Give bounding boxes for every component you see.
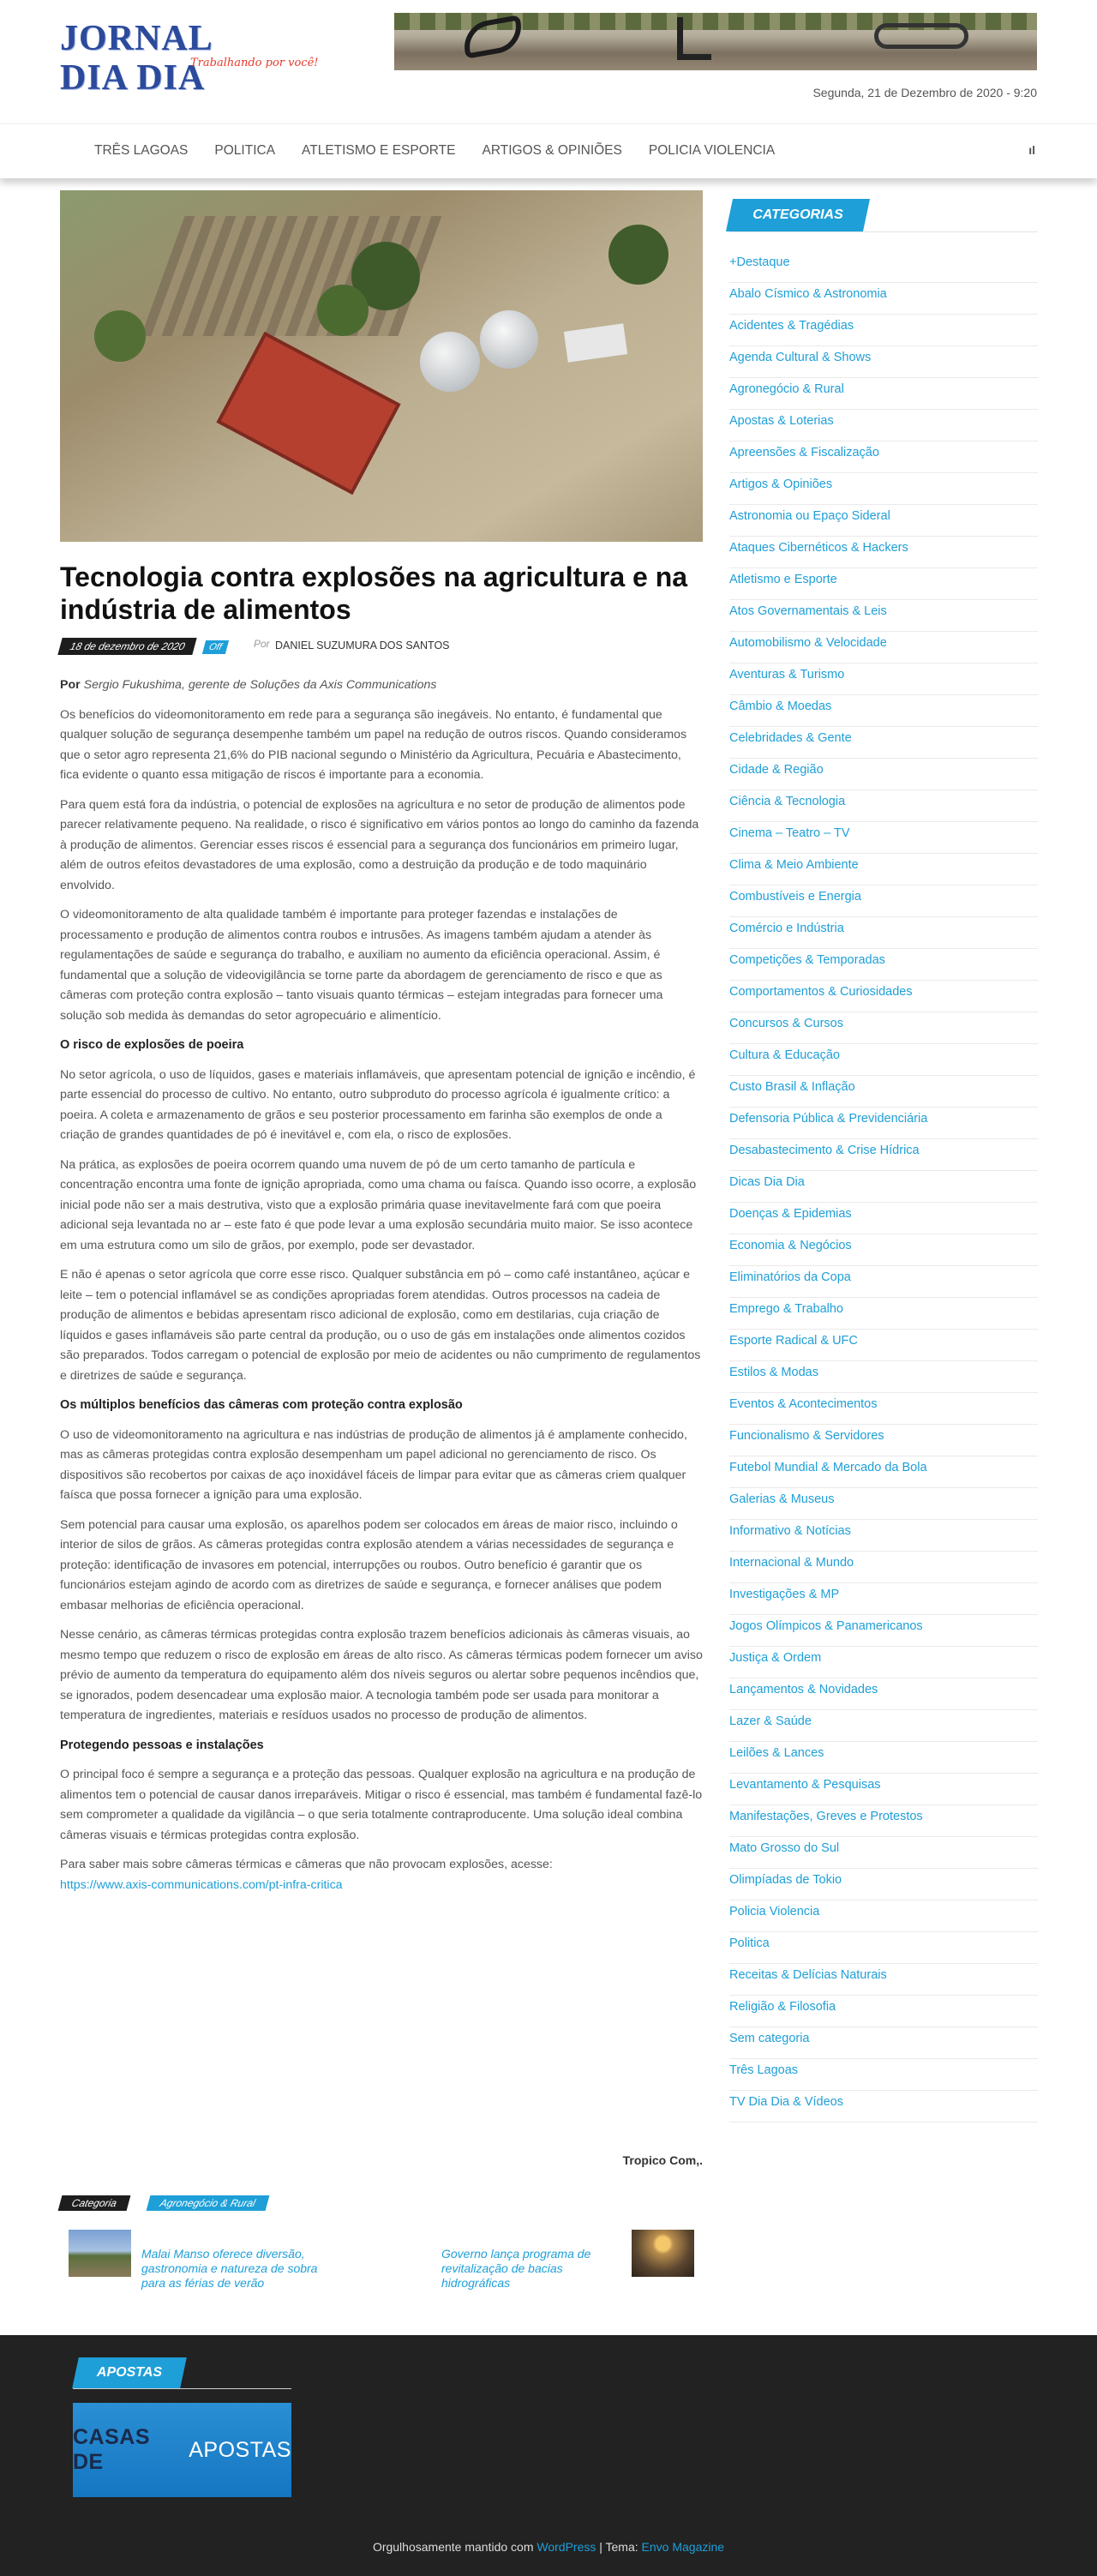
category-link[interactable]: Três Lagoas bbox=[729, 2059, 1038, 2091]
article-paragraph: O uso de videomonitoramento na agricultura e nas indústrias de produção de alimentos já é amplamente conhecido, mas as câmeras protegidas contra explosão desempenham um papel adicional no gerenciamento de risco. Os dispositivos são recobertos por caixas de aço inoxidável fáceis de limpar para evitar que as câmeras criem qualquer faísca que possa fornecer a ignição para uma explosão. bbox=[60, 1427, 687, 1502]
divider bbox=[73, 2388, 291, 2389]
category-link[interactable]: Desabastecimento & Crise Hídrica bbox=[729, 1139, 1038, 1171]
article-paragraph: Para saber mais sobre câmeras térmicas e câmeras que não provocam explosões, acesse: bbox=[60, 1858, 553, 1871]
category-link[interactable]: Astronomia ou Epaço Sideral bbox=[729, 505, 1038, 537]
article-source-link[interactable]: https://www.axis-communications.com/pt-infra-critica bbox=[60, 1877, 343, 1892]
category-link[interactable]: Mato Grosso do Sul bbox=[729, 1837, 1038, 1869]
category-link[interactable]: Galerias & Museus bbox=[729, 1488, 1038, 1520]
category-link[interactable]: Estilos & Modas bbox=[729, 1361, 1038, 1393]
category-link[interactable]: Esporte Radical & UFC bbox=[729, 1330, 1038, 1361]
category-link[interactable]: Cidade & Região bbox=[729, 759, 1038, 790]
category-link[interactable]: Politica bbox=[729, 1932, 1038, 1964]
article-paragraph: E não é apenas o setor agrícola que corre esse risco. Qualquer substância em pó – como café instantâneo, açúcar e leite – tem o potencial inflamável se as condições apropriadas forem atendidas. Outros processos na cadeia de produção de alimentos e bebidas apresentam risco adicional de explosão, como em destilarias, cuja criação de líquidos e gases inflamáveis são parte central da produção, ou o uso de gás em instalações onde alimentos cozidos são preparados. Todos carregam o potencial de explosão por meio de acidentes ou não cumprimento de regulamentos e diretrizes de saúde e segurança. bbox=[60, 1268, 701, 1383]
category-label: Categoria bbox=[58, 2195, 131, 2211]
related-post-title[interactable]: Governo lança programa de revitalização de bacias hidrográficas bbox=[441, 2247, 591, 2290]
category-link[interactable]: Justiça & Ordem bbox=[729, 1647, 1038, 1678]
article-meta bbox=[60, 636, 703, 655]
category-link[interactable]: Artigos & Opiniões bbox=[729, 473, 1038, 505]
nav-item-policia[interactable]: POLICIA VIOLENCIA bbox=[648, 143, 776, 158]
article-paragraph: Na prática, as explosões de poeira ocorrem quando uma nuvem de pó de um certo tamanho de partícula e concentração encontra uma fonte de ignição apropriada, como uma chama ou faísca. Quando isso ocorre, a explosão inicial pode não ser a mais destrutiva, visto que a explosão primária quase inevitavelmente fará com que poeira adicional seja levantada no ar – este fato é que pode levar a uma explosão secundária muito maior. Se isso acontece em uma estrutura como um silo de grãos, por exemplo, pode ser devastador. bbox=[60, 1157, 697, 1252]
category-link[interactable]: Receitas & Delícias Naturais bbox=[729, 1964, 1038, 1996]
category-link[interactable]: Concursos & Cursos bbox=[729, 1012, 1038, 1044]
theme-link[interactable]: Envo Magazine bbox=[641, 2540, 725, 2554]
category-link[interactable]: Internacional & Mundo bbox=[729, 1552, 1038, 1583]
divider bbox=[729, 231, 1038, 232]
category-link[interactable]: Comércio e Indústria bbox=[729, 917, 1038, 949]
article-paragraph: O principal foco é sempre a segurança e a proteção das pessoas. Qualquer explosão na agricultura e na produção de alimentos tem o potencial de causar danos irreparáveis. Mitigar o risco é essencial, mas também é fundamental fazê-lo sem comprometer a qualidade da vigilância – o que seria totalmente contraproducente. Uma solução ideal combina câmeras visuais e térmicas protegidas contra explosão. bbox=[60, 1768, 703, 1842]
related-post-next[interactable] bbox=[441, 2230, 698, 2290]
category-link[interactable]: Investigações & MP bbox=[729, 1583, 1038, 1615]
category-link[interactable]: Religião & Filosofia bbox=[729, 1996, 1038, 2027]
apostas-heading: APOSTAS bbox=[72, 2357, 187, 2388]
wordpress-link[interactable]: WordPress bbox=[537, 2540, 596, 2554]
category-link[interactable]: Cinema – Teatro – TV bbox=[729, 822, 1038, 854]
category-link[interactable]: Celebridades & Gente bbox=[729, 727, 1038, 759]
category-link[interactable]: Apostas & Loterias bbox=[729, 410, 1038, 441]
categories-list bbox=[729, 251, 1038, 2123]
category-link[interactable]: Apreensões & Fiscalização bbox=[729, 441, 1038, 473]
article-paragraph: Para quem está fora da indústria, o potencial de explosões na agricultura e no setor de produção de alimentos pode parecer relativamente pequeno. Na realidade, o risco é significativo em vários pontos ao longo do caminho da fazenda à produção de alimentos. Gerenciar esses riscos é essencial para a segurança dos funcionários em primeiro lugar, além de outros efeitos devastadores de uma explosão, como a destruição da produção e de todo maquinário envolvido. bbox=[60, 797, 699, 892]
category-link[interactable]: Aventuras & Turismo bbox=[729, 664, 1038, 695]
category-link[interactable]: Economia & Negócios bbox=[729, 1234, 1038, 1266]
by-label: Por bbox=[254, 638, 270, 650]
category-link[interactable]: Câmbio & Moedas bbox=[729, 695, 1038, 727]
category-link[interactable]: Dicas Dia Dia bbox=[729, 1171, 1038, 1203]
category-link[interactable]: Emprego & Trabalho bbox=[729, 1298, 1038, 1330]
category-link[interactable]: Atos Governamentais & Leis bbox=[729, 600, 1038, 632]
category-link[interactable]: Doenças & Epidemias bbox=[729, 1203, 1038, 1234]
category-link[interactable]: Levantamento & Pesquisas bbox=[729, 1774, 1038, 1805]
article-lead: Por Sergio Fukushima, gerente de Soluções da Axis Communications bbox=[60, 678, 437, 692]
category-link[interactable]: Defensoria Pública & Previdenciária bbox=[729, 1108, 1038, 1139]
category-link[interactable]: Clima & Meio Ambiente bbox=[729, 854, 1038, 886]
related-post-prev[interactable] bbox=[69, 2230, 326, 2290]
banner-text: APOSTAS bbox=[189, 2437, 291, 2462]
category-link[interactable]: Olimpíadas de Tokio bbox=[729, 1869, 1038, 1900]
category-link[interactable]: +Destaque bbox=[729, 251, 1038, 283]
article-paragraph: Nesse cenário, as câmeras térmicas protegidas contra explosão trazem benefícios adicionais às câmeras visuais, ao mesmo tempo que reduzem o risco de explosão em áreas de alto risco. As câmeras térmicas podem fornecer um aviso prévio de aumento da temperatura do equipamento além dos níveis seguros ou alertar sobre pequenos incêndios que, se ignorados, podem desencadear uma explosão maior. A tecnologia também pode ser usada para monitorar a temperatura de ingredientes, materiais e resíduos usados no processo de produção de alimentos. bbox=[60, 1628, 703, 1722]
banner-text: CASAS DE bbox=[73, 2425, 151, 2474]
nav-item-tres-lagoas[interactable]: TRÊS LAGOAS bbox=[94, 143, 189, 158]
category-link[interactable]: TV Dia Dia & Vídeos bbox=[729, 2091, 1038, 2123]
search-icon[interactable]: ıl bbox=[1028, 143, 1035, 157]
nav-item-artigos[interactable]: ARTIGOS & OPINIÕES bbox=[482, 143, 622, 158]
nav-item-politica[interactable]: POLITICA bbox=[214, 143, 276, 158]
article-subheading: Protegendo pessoas e instalações bbox=[60, 1738, 264, 1752]
logo-tagline: Trabalhando por você! bbox=[190, 57, 319, 69]
category-link[interactable]: Lançamentos & Novidades bbox=[729, 1678, 1038, 1710]
category-link[interactable]: Automobilismo & Velocidade bbox=[729, 632, 1038, 664]
category-link[interactable]: Sem categoria bbox=[729, 2027, 1038, 2059]
main-navigation bbox=[0, 123, 1097, 178]
category-link[interactable]: Informativo & Notícias bbox=[729, 1520, 1038, 1552]
article-paragraph: Os benefícios do videomonitoramento em rede para a segurança são inegáveis. No entanto, é fundamental que qualquer solução de segurança desempenhe também um papel na redução de outros riscos. Quando consideramos que o setor agro representa 21,6% do PIB nacional segundo o Ministério da Agricultura, Pecuária e Abastecimento, fica evidente o quanto essa mitigação de riscos é importante para a economia. bbox=[60, 707, 687, 782]
category-link[interactable]: Leilões & Lances bbox=[729, 1742, 1038, 1774]
category-link[interactable]: Atletismo e Esporte bbox=[729, 568, 1038, 600]
nav-item-atletismo[interactable]: ATLETISMO E ESPORTE bbox=[302, 143, 456, 158]
related-post-thumbnail[interactable] bbox=[69, 2230, 131, 2277]
article-featured-image bbox=[60, 190, 703, 542]
category-link[interactable]: Jogos Olímpicos & Panamericanos bbox=[729, 1615, 1038, 1647]
category-link[interactable]: Agenda Cultural & Shows bbox=[729, 346, 1038, 378]
footer-credit: Orgulhosamente mantido com WordPress | Tema: Envo Magazine bbox=[372, 2540, 725, 2554]
related-post-thumbnail[interactable] bbox=[632, 2230, 694, 2277]
category-link[interactable]: Abalo Císmico & Astronomia bbox=[729, 283, 1038, 315]
logo-title: JORNAL DIA DIA bbox=[60, 19, 212, 98]
current-date: Segunda, 21 de Dezembro de 2020 - 9:20 bbox=[812, 86, 1037, 99]
category-link[interactable]: Comportamentos & Curiosidades bbox=[729, 981, 1038, 1012]
category-link[interactable]: Ciência & Tecnologia bbox=[729, 790, 1038, 822]
category-link[interactable]: Futebol Mundial & Mercado da Bola bbox=[729, 1456, 1038, 1488]
categories-heading: CATEGORIAS bbox=[726, 199, 870, 231]
category-link[interactable]: Ataques Cibernéticos & Hackers bbox=[729, 537, 1038, 568]
header-banner-image[interactable] bbox=[394, 13, 1037, 70]
related-post-title[interactable]: Malai Manso oferece diversão, gastronomia e natureza de sobra para as férias de verão bbox=[141, 2247, 318, 2290]
category-link[interactable]: Cultura & Educação bbox=[729, 1044, 1038, 1076]
category-tag[interactable]: Agronegócio & Rural bbox=[147, 2195, 270, 2211]
category-link[interactable]: Policia Violencia bbox=[729, 1900, 1038, 1932]
article-body bbox=[60, 676, 703, 1895]
category-link[interactable]: Eventos & Acontecimentos bbox=[729, 1393, 1038, 1425]
category-link[interactable]: Combustíveis e Energia bbox=[729, 886, 1038, 917]
article-categories bbox=[60, 2195, 489, 2213]
category-link[interactable]: Acidentes & Tragédias bbox=[729, 315, 1038, 346]
article-paragraph: No setor agrícola, o uso de líquidos, gases e materiais inflamáveis, que apresentam potencial de ignição e incêndio, é parte essencial do processo de cultivo. No entanto, outro subproduto do processo agrícola é igualmente crítico: a poeira. A coleta e armazenamento de grãos e seu posterior processamento em farinha são exemplos de onde a criação de grandes quantidades de pó é inevitável e, com ela, o risco de explosões. bbox=[60, 1067, 696, 1142]
category-link[interactable]: Agronegócio & Rural bbox=[729, 378, 1038, 410]
article-title: Tecnologia contra explosões na agricultura e na indústria de alimentos bbox=[60, 561, 688, 625]
article-paragraph: Sem potencial para causar uma explosão, os aparelhos podem ser colocados em áreas de maior risco, incluindo o interior de silos de grãos. As câmeras protegidas contra explosão atendem a várias necessidades de segurança e proteção: identificação de invasores em potencial, interrupções ou roubos. Outro benefício é garantir que os funcionários estejam agindo de acordo com as diretrizes de saúde e segurança, e fornecer análises que podem embasar melhorias de eficiência operacional. bbox=[60, 1517, 678, 1612]
article-signature: Tropico Com,. bbox=[622, 2153, 703, 2167]
article-date[interactable]: 18 de dezembro de 2020 bbox=[57, 638, 197, 655]
category-link[interactable]: Funcionalismo & Servidores bbox=[729, 1425, 1038, 1456]
site-logo[interactable] bbox=[60, 19, 319, 98]
category-link[interactable]: Eliminatórios da Copa bbox=[729, 1266, 1038, 1298]
category-link[interactable]: Lazer & Saúde bbox=[729, 1710, 1038, 1742]
comments-badge[interactable]: Off bbox=[202, 640, 229, 654]
category-link[interactable]: Custo Brasil & Inflação bbox=[729, 1076, 1038, 1108]
article-subheading: O risco de explosões de poeira bbox=[60, 1038, 244, 1052]
article-paragraph: O videomonitoramento de alta qualidade também é importante para proteger fazendas e instalações de processamento e produção de alimentos contra roubos e intrusões. As imagens também ajudam a atender às regulamentações de saúde e segurança do trabalho, e auxiliam no aumento da eficiência operacional. Assim, é fundamental que a solução de videovigilância se torne parte da abordagem de gerenciamento de risco e que as câmeras com proteção contra explosão – tanto visuais quanto térmicas – estejam integradas para fornecer uma solução sob medida às demandas do setor agropecuário e alimentício. bbox=[60, 908, 663, 1023]
apostas-banner[interactable] bbox=[73, 2403, 291, 2497]
article-author[interactable]: DANIEL SUZUMURA DOS SANTOS bbox=[275, 639, 450, 652]
category-link[interactable]: Competições & Temporadas bbox=[729, 949, 1038, 981]
category-link[interactable]: Manifestações, Greves e Protestos bbox=[729, 1805, 1038, 1837]
article-subheading: Os múltiplos benefícios das câmeras com proteção contra explosão bbox=[60, 1398, 463, 1412]
